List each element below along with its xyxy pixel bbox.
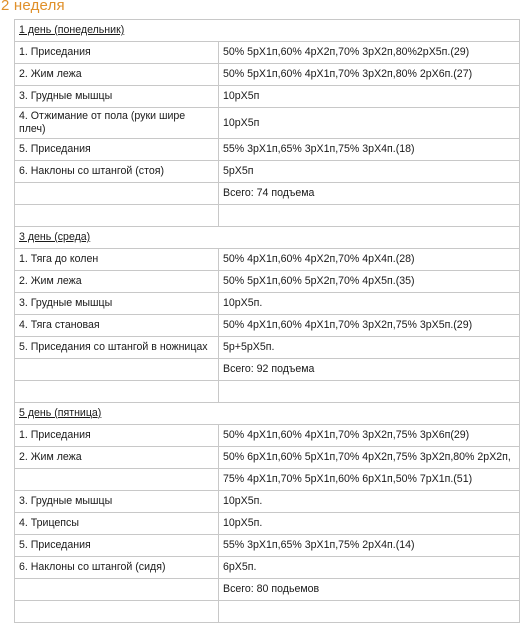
day-title: 5 день (пятница) xyxy=(15,403,520,425)
day-section-row xyxy=(15,227,520,249)
exercise-scheme: Всего: 92 подъема xyxy=(219,359,520,381)
exercise-scheme: 50% 4рХ1п,60% 4рХ1п,70% 3рХ2п,75% 3рХ5п.(29) xyxy=(219,315,520,337)
day-title: 1 день (понедельник) xyxy=(15,20,520,42)
exercise-name: 3. Грудные мышцы xyxy=(15,293,219,315)
exercise-row xyxy=(15,42,520,64)
exercise-name: 2. Жим лежа xyxy=(15,271,219,293)
exercise-scheme: 50% 6рХ1п,60% 5рХ1п,70% 4рХ2п,75% 3рХ2п,80% 2рХ2п, xyxy=(219,447,520,469)
exercise-name: 3. Грудные мышцы xyxy=(15,491,219,513)
exercise-scheme: 55% 3рХ1п,65% 3рХ1п,75% 2рХ4п.(14) xyxy=(219,535,520,557)
exercise-name xyxy=(15,381,219,403)
exercise-name xyxy=(15,205,219,227)
exercise-scheme: 6рХ5п. xyxy=(219,557,520,579)
exercise-row xyxy=(15,513,520,535)
exercise-row xyxy=(15,139,520,161)
exercise-row xyxy=(15,469,520,491)
exercise-name: 4. Тяга становая xyxy=(15,315,219,337)
exercise-name xyxy=(15,359,219,381)
day-section-row xyxy=(15,20,520,42)
workout-table xyxy=(14,19,520,623)
exercise-row xyxy=(15,557,520,579)
exercise-row xyxy=(15,249,520,271)
exercise-scheme: 50% 5рХ1п,60% 5рХ2п,70% 4рХ5п.(35) xyxy=(219,271,520,293)
exercise-scheme: 10рХ5п. xyxy=(219,513,520,535)
exercise-row xyxy=(15,161,520,183)
exercise-row xyxy=(15,535,520,557)
exercise-row xyxy=(15,447,520,469)
exercise-row xyxy=(15,108,520,139)
exercise-scheme: 10рХ5п xyxy=(219,86,520,108)
exercise-name: 4. Трицепсы xyxy=(15,513,219,535)
exercise-scheme: 10рХ5п. xyxy=(219,293,520,315)
exercise-row xyxy=(15,337,520,359)
exercise-name: 1. Тяга до колен xyxy=(15,249,219,271)
exercise-name: 5. Приседания xyxy=(15,139,219,161)
exercise-scheme: 50% 5рХ1п,60% 4рХ2п,70% 3рХ2п,80%2рХ5п.(29) xyxy=(219,42,520,64)
exercise-name xyxy=(15,469,219,491)
exercise-scheme xyxy=(219,205,520,227)
exercise-name xyxy=(15,183,219,205)
exercise-name: 3. Грудные мышцы xyxy=(15,86,219,108)
exercise-name: 6. Наклоны со штангой (стоя) xyxy=(15,161,219,183)
exercise-scheme: 75% 4рХ1п,70% 5рХ1п,60% 6рХ1п,50% 7рХ1п.(51) xyxy=(219,469,520,491)
page-heading: 2 неделя xyxy=(1,0,65,14)
exercise-scheme: 50% 5рХ1п,60% 4рХ1п,70% 3рХ2п,80% 2рХ6п.(27) xyxy=(219,64,520,86)
exercise-scheme: 50% 4рХ1п,60% 4рХ2п,70% 4рХ4п.(28) xyxy=(219,249,520,271)
exercise-row xyxy=(15,271,520,293)
exercise-row xyxy=(15,425,520,447)
exercise-row xyxy=(15,205,520,227)
exercise-row xyxy=(15,183,520,205)
exercise-scheme xyxy=(219,381,520,403)
exercise-scheme: 50% 4рХ1п,60% 4рХ1п,70% 3рХ2п,75% 3рХ6п(29) xyxy=(219,425,520,447)
exercise-name xyxy=(15,579,219,601)
exercise-scheme: Всего: 74 подъема xyxy=(219,183,520,205)
exercise-name: 5. Приседания со штангой в ножницах xyxy=(15,337,219,359)
exercise-scheme: Всего: 80 подьемов xyxy=(219,579,520,601)
exercise-name: 2. Жим лежа xyxy=(15,447,219,469)
exercise-name: 6. Наклоны со штангой (сидя) xyxy=(15,557,219,579)
exercise-row xyxy=(15,64,520,86)
exercise-row xyxy=(15,315,520,337)
exercise-row xyxy=(15,381,520,403)
exercise-row xyxy=(15,359,520,381)
exercise-row xyxy=(15,579,520,601)
exercise-name: 1. Приседания xyxy=(15,42,219,64)
exercise-scheme: 10рХ5п. xyxy=(219,491,520,513)
day-section-row xyxy=(15,403,520,425)
exercise-row xyxy=(15,86,520,108)
workout-table-body xyxy=(15,20,520,623)
exercise-scheme: 5р+5рХ5п. xyxy=(219,337,520,359)
exercise-scheme: 5рХ5п xyxy=(219,161,520,183)
exercise-name: 2. Жим лежа xyxy=(15,64,219,86)
exercise-scheme: 10рХ5п xyxy=(219,108,520,139)
exercise-name: 1. Приседания xyxy=(15,425,219,447)
exercise-scheme: 55% 3рХ1п,65% 3рХ1п,75% 3рХ4п.(18) xyxy=(219,139,520,161)
exercise-row xyxy=(15,293,520,315)
day-title: 3 день (среда) xyxy=(15,227,520,249)
exercise-name: 4. Отжимание от пола (руки шире плеч) xyxy=(15,108,219,139)
exercise-row xyxy=(15,491,520,513)
exercise-name: 5. Приседания xyxy=(15,535,219,557)
